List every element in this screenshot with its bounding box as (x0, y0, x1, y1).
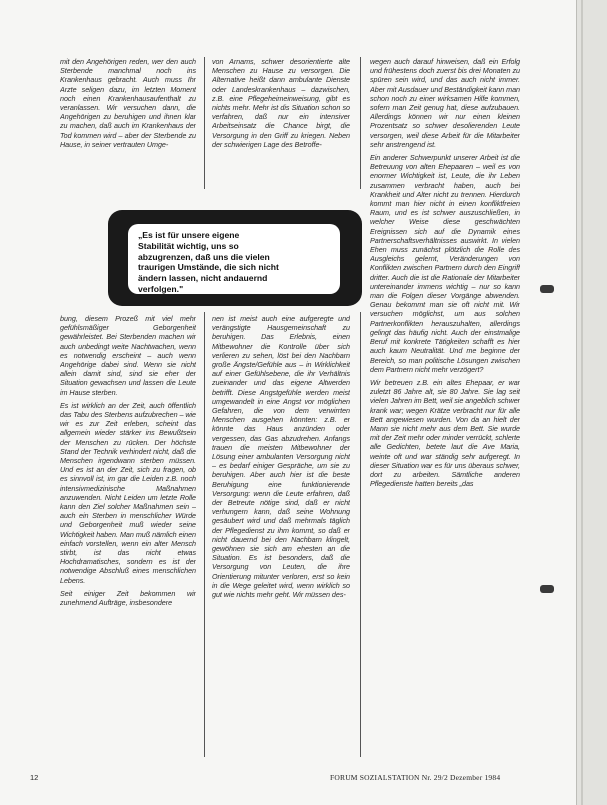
paragraph: mit den Angehörigen reden, wer den auch Sterbende manchmal noch ins Krankenhaus gebracht. Auch muss Ihr Arzte seligen dazu, im letzten Moment noch einen Krankenhausaufenthalt zu veranlassen. Wir versuchen dann, die Angehörigen zu beruhigen und ihnen klar zu machen, daß auch im Krankenhaus der Tod kommen wird – aber der Sterbende zu Hause, in seiner vertrauten Umge- (60, 57, 196, 149)
paragraph: Es ist wirklich an der Zeit, auch öffentlich das Tabu des Sterbens aufzubrechen – wie wir es zur Zeit erleben, scheint das allgemein wieder stärker ins Bewußtsein der Menschen zu rücken. Der höchste Stand der Technik verhindert nicht, daß die Menschen irgendwann sterben müssen. Und es ist an der Zeit, sich zu fragen, ob es sinnvoll ist, im gar die Leiden z.B. noch intensivmedizinische Maßnahmen anzuwenden. Nicht Leiden um letzte Rolle kann den Ziel solcher Maßnahmen sein – auch ein Sterben in menschlicher Würde und Geborgenheit muß wieder seine Wichtigkeit haben. Man muß nämlich einen einfach vorstellen, wenn ein alter Mensch stirbt, ist das nicht etwas Hochdramatisches, sondern es ist der notwendige Abschluß eines menschlichen Lebens. (60, 400, 196, 585)
paragraph: Seit einiger Zeit bekommen wir zunehmend Aufträge, insbesondere (60, 588, 196, 608)
footer-source: FORUM SOZIALSTATION Nr. 29/2 Dezember 1984 (330, 773, 501, 782)
pull-quote-line: „Es ist für unsere eigene (138, 230, 240, 240)
binding-hole (540, 585, 554, 593)
column-middle-top (212, 57, 350, 187)
paragraph: von Arnams, schwer desorientierte alte Menschen zu Hause zu versorgen. Die Alternative heißt dann ambulante Dienste oder Landeskrankenhaus – dazwischen, z.B. eine Pflegeheimeinweisung, gibt es nichts mehr. Mehr ist dis Situation schon so verfahren, daß nur ein intensiver Arbeitseinsatz die Chance birgt, die Versorgung in den Griff zu kriegen. Neben der schwierigen Lage des Betroffe- (212, 57, 350, 149)
paragraph: Ein anderer Schwerpunkt unserer Arbeit ist die Betreuung von alten Ehepaaren – weil es von enormer Wichtigkeit ist, Leute, die ihr Leben zusammen verbracht haben, auch bei Krankheit und Alter nicht zu trennen. Hierdurch kommt man hier nicht in einen konfliktfreien Raum, und es ist schwer auszuschließen, in welcher Weise diese geschwächten Ereignissen sich auf die Dynamik eines Partnerschaftsverhältnisses auswirkt. In vielen Ehen muss zunächst plötzlich die Rolle des Ausgleichs gelernt, Veränderungen von Konflikten zwischen Partnern durch den Eingriff dritter. Auch die ist die Rationale der Mitarbeiter untereinander immens wichtig – nur so kann man die Folgen dieser Vorgänge abwenden. Genau bekommt man sie oft nicht mit. Wir versuchen möglichst, um aus solchen Partnerkonflikten herauszuhalten, allerdings gelingt das häufig nicht. Auch der einstmalige Beruf mit konkrete Tätigkeiten schafft es hier auch kaum Neutralität. Und me beginne der Bereich, so man politische Lösungen zwischen dem Partnern nicht mehr verzögert? (370, 153, 520, 374)
pull-quote-line: verfolgen." (138, 283, 184, 294)
column-rule (204, 312, 205, 757)
facing-page-edge (576, 0, 607, 805)
column-right (370, 57, 520, 760)
paragraph: nen ist meist auch eine aufgeregte und verängstigte Hausgemeinschaft zu beruhigen. Das Erlebnis, einen Mitbewohner die Kontrolle über sich verlieren zu sehen, löst bei den Nachbarn große Ängste/Gefühle aus – in Wirklichkeit auf einer Gefühlsebene, die ihr Verhältnis zueinander und das eigene Altwerden betrifft. Diese Angstgefühle werden meist umgewandelt in eine Angst vor möglichen Gefahren, die von dem verwirrten Menschen ausgehen könnten: z.B. er könnte das Haus anzünden oder vergessen, das Gas abzudrehen. Anfangs trauen die meisten Mitbewohner der Lösung einer ambulanten Versorgung nicht – es bedarf einiger Gespräche, um sie zu beruhigen. Aber auch hier ist die beste Beruhigung eine funktionierende Versorgung: wenn die Leute erfahren, daß der Betreute nötige sind, daß er nicht verhungern kann, daß seine Wohnung gesäubert wird und daß mehrmals täglich der Pflegedienst zu ihm kommt, so daß er nicht dauernd bei den Nachbarn klingelt, gewöhnen sie sich am ehesten an die Situation. Es ist besonders, daß die Versorgung von Leuten, die ihre Orientierung mitunter verloren, erst so kein in die Wege geleitet wird, wenn wirklich so gut wie nichts mehr geht. Wir müssen des- (212, 314, 350, 600)
column-middle-bottom (212, 314, 350, 760)
paragraph: bung, diesem Prozeß mit viel mehr gefühlsmäßiger Geborgenheit gewährleistet. Bei Sterbenden machen wir auch unbedingt weite Nachtwachen, wenn es notwendig erscheint – auch wenn Angehörige dabei sind. Wenn sie nicht allein damit sind, sind sie eher der Situation gewachsen und lassen die Leute im Hause sterben. (60, 314, 196, 397)
paragraph: wegen auch darauf hinweisen, daß ein Erfolg und frühestens doch zuerst bis drei Monaten zu spüren sein wird, und das auch nicht immer. Aber mit Ausdauer und Beständigkeit kann man schon noch zu einer wirksamen Hilfe kommen, sofern man Zeit genug hat, diese aufzubauen. Allerdings können wir nur einen kleinen Prozentsatz so schwer desolierenden Leute versorgen, weil diese Arbeit für die Mitarbeiter sehr anstrengend ist. (370, 57, 520, 149)
pull-quote-line: traurigen Umstände, die sich nicht (138, 262, 279, 273)
column-rule (204, 57, 205, 189)
column-rule (360, 57, 361, 189)
pull-quote-line: Stabilität wichtig, uns so (138, 240, 239, 251)
pull-quote-line: ändern lassen, nicht andauernd (138, 273, 268, 284)
pull-quote-line: abzugrenzen, daß uns die vielen (138, 251, 270, 262)
binding-hole (540, 285, 554, 293)
column-left-top (60, 57, 196, 187)
column-rule (360, 312, 361, 757)
paragraph: Wir betreuen z.B. ein altes Ehepaar, er war zuletzt 86 Jahre alt, sie 80 Jahre. Sie lag seit vielen Jahren im Bett, weil sie angeblich schwer krank war; wegen Krätze verbracht nur für alle Bett angewiesen wurden. Von da an hielt der Mann sie nicht mehr aus dem Bett. Sie wurde mit der Zeit mehr oder minder verrückt, schlerte alle Gedichten, betete laut die Ave Maria, weinte oft und war ständig sehr aufgeregt. In dieser Situation war es für uns überaus schwer, dort zu arbeiten. Sämtliche anderen Pflegedienste hatten bereits „das (370, 377, 520, 489)
pull-quote (138, 230, 334, 295)
column-left-bottom (60, 314, 196, 760)
page-number: 12 (30, 773, 39, 782)
